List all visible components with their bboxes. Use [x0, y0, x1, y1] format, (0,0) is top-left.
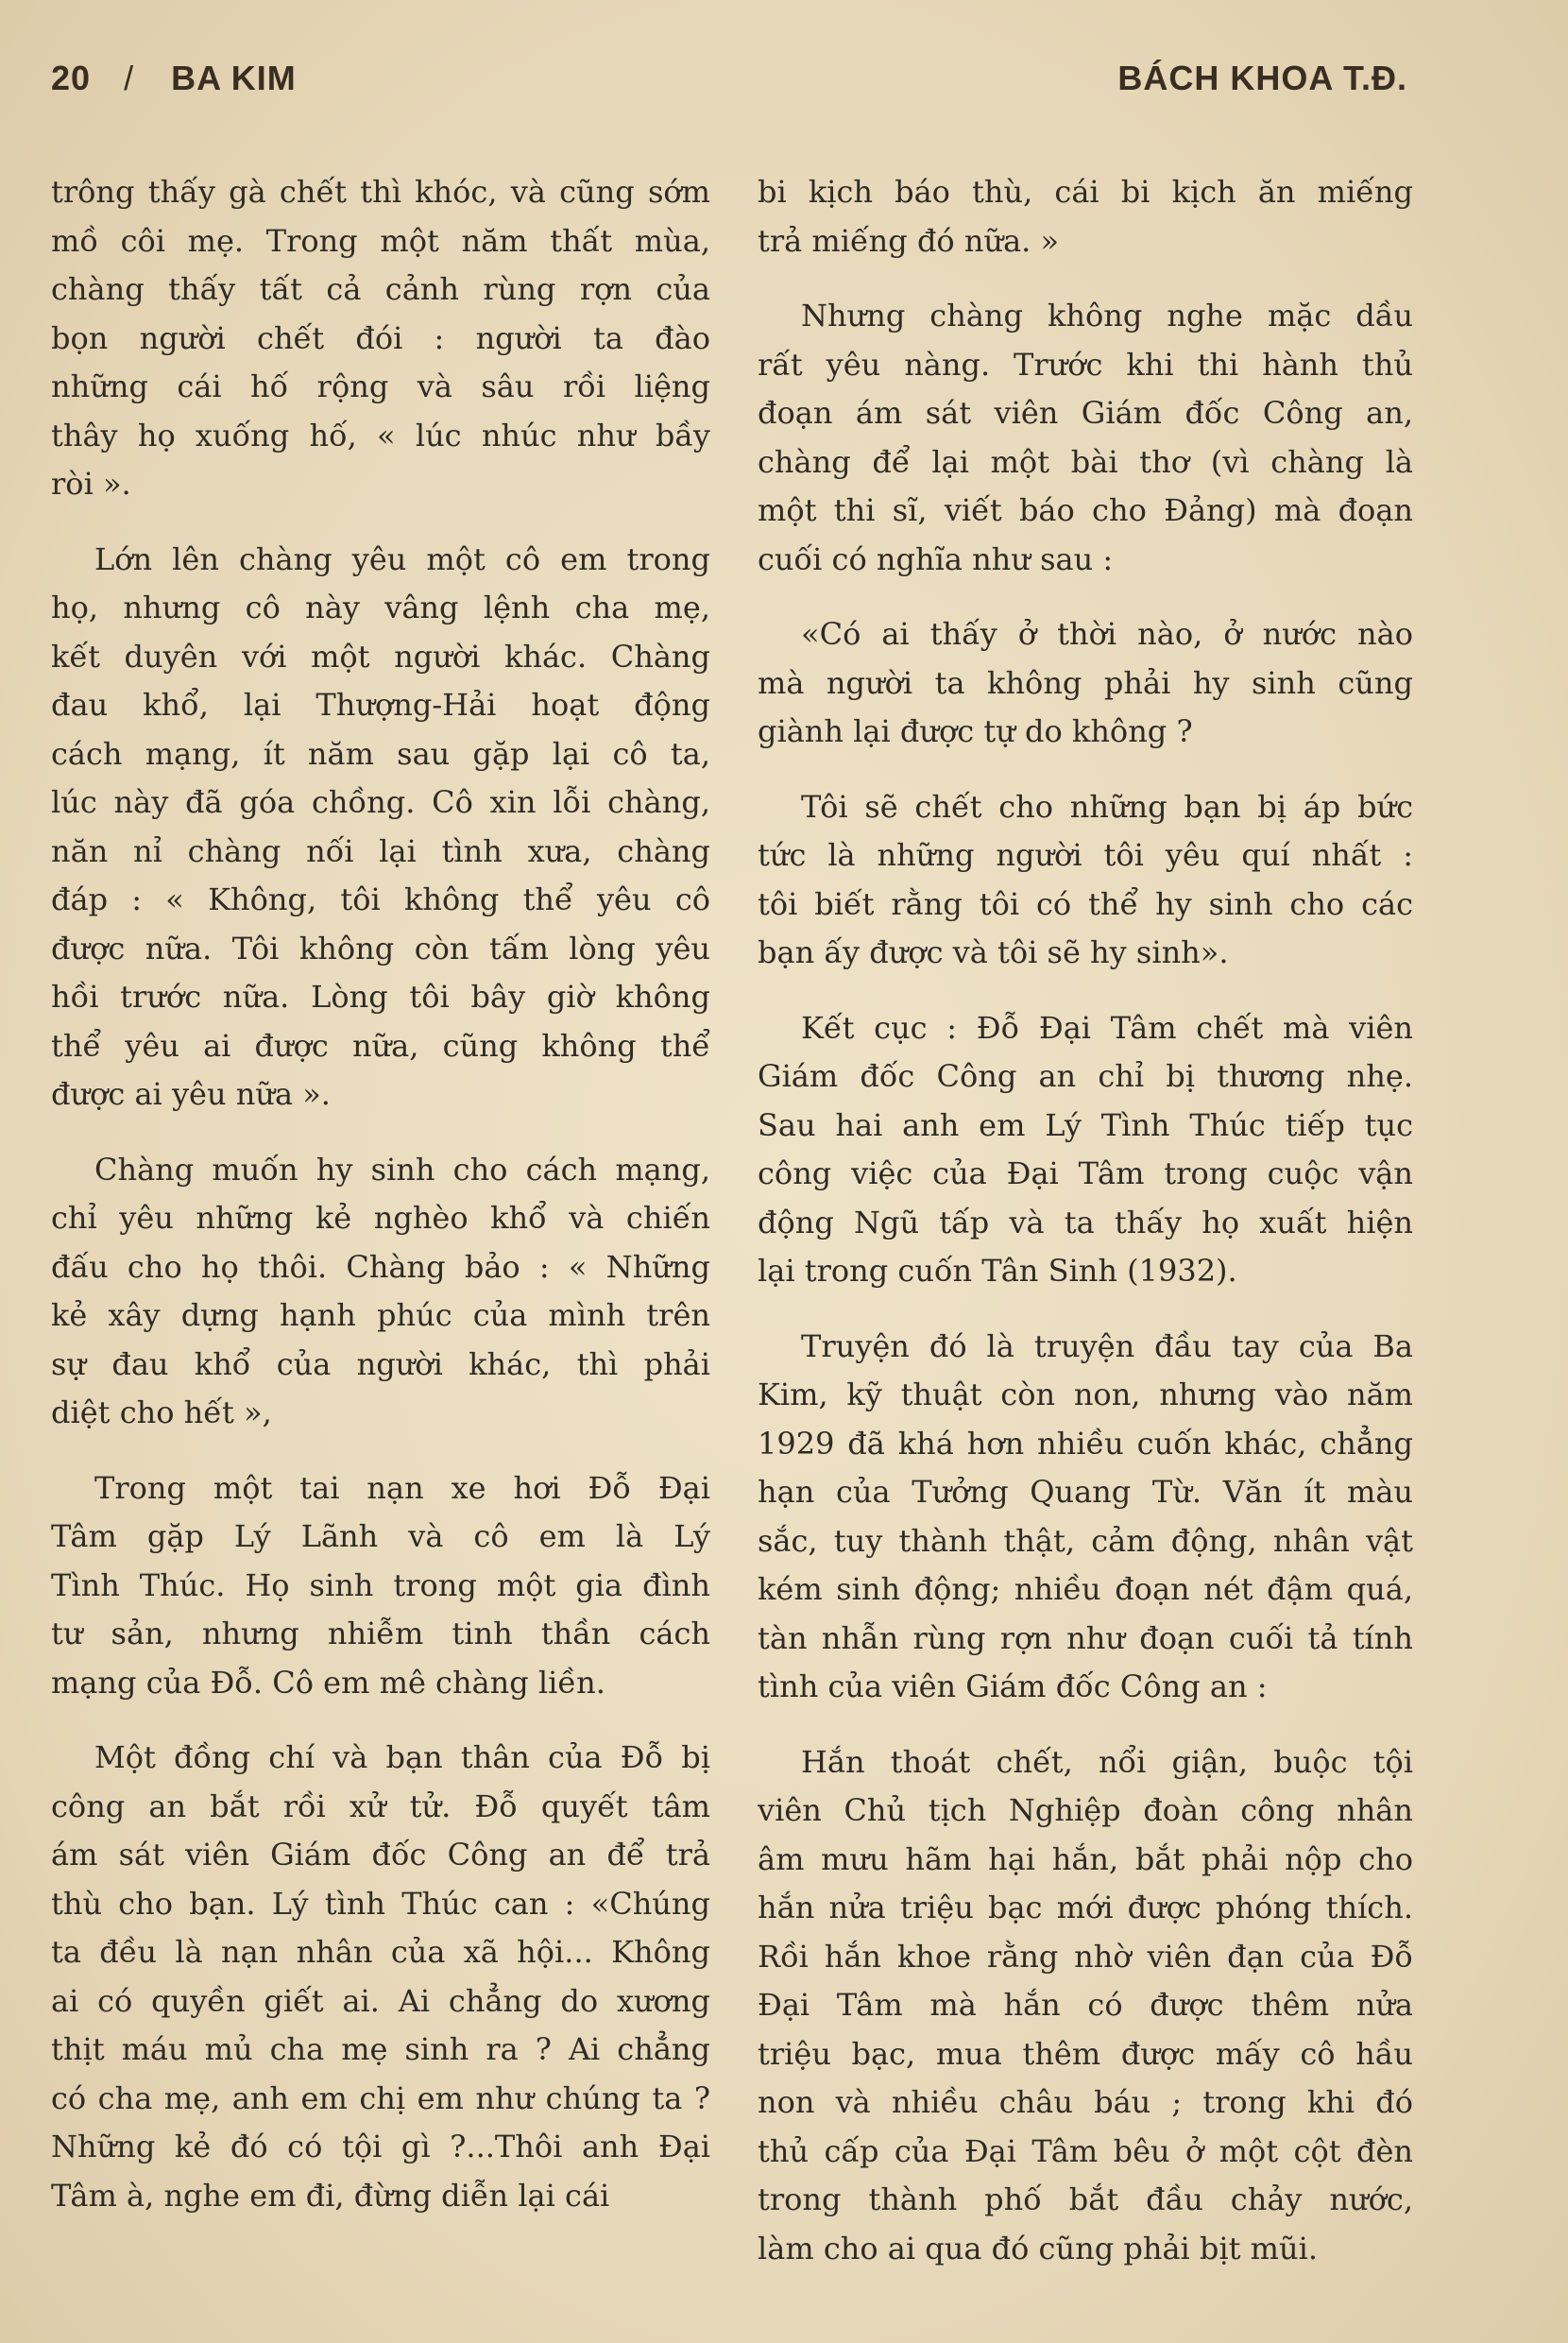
text-line: Hắn thoát chết, nổi giận, buộc tội: [801, 1743, 1413, 1780]
text-line: tức là những người tôi yêu quí nhất :: [758, 837, 1413, 873]
text-line: diệt cho hết »,: [51, 1394, 272, 1430]
text-line: họ, nhưng cô này vâng lệnh cha mẹ,: [51, 590, 710, 625]
text-line: thù cho bạn. Lý tình Thúc can : «Chúng: [51, 1885, 710, 1922]
paragraph: [758, 1738, 1413, 2274]
text-line: ta đều là nạn nhân của xã hội... Không: [51, 1934, 710, 1970]
text-line: đau khổ, lại Thượng-Hải hoạt động: [51, 687, 710, 723]
text-line: trông thấy gà chết thì khóc, và cũng sớm: [51, 174, 710, 210]
text-line: hắn nửa triệu bạc mới được phóng thích.: [758, 1890, 1413, 1925]
text-line: hồi trước nữa. Lòng tôi bây giờ không: [51, 979, 710, 1015]
text-line: kém sinh động; nhiều đoạn nét đậm quá,: [758, 1571, 1413, 1607]
text-line: mà người ta không phải hy sinh cũng: [758, 664, 1413, 701]
text-line: ám sát viên Giám đốc Công an để trả: [51, 1837, 710, 1873]
text-line: sự đau khổ của người khác, thì phải: [51, 1345, 710, 1382]
text-line: 1929 đã khá hơn nhiều cuốn khác, chẳng: [758, 1425, 1413, 1462]
text-line: bi kịch báo thù, cái bi kịch ăn miếng: [758, 174, 1413, 210]
text-line: Trong một tai nạn xe hơi Đỗ Đại: [94, 1469, 710, 1506]
text-line: đoạn ám sát viên Giám đốc Công an,: [758, 395, 1413, 431]
text-line: những cái hố rộng và sâu rồi liệng: [51, 368, 710, 404]
text-line: chàng để lại một bài thơ (vì chàng là: [758, 443, 1413, 480]
text-line: Giám đốc Công an chỉ bị thương nhẹ.: [758, 1058, 1413, 1094]
paragraph: [758, 1004, 1413, 1296]
text-line: sắc, tuy thành thật, cảm động, nhân vật: [758, 1522, 1413, 1559]
text-line: tôi biết rằng tôi có thể hy sinh cho các: [758, 885, 1413, 922]
text-line: Sau hai anh em Lý Tình Thúc tiếp tục: [758, 1106, 1413, 1143]
text-line: được nữa. Tôi không còn tấm lòng yêu: [51, 930, 710, 966]
paragraph: [51, 1146, 710, 1438]
text-line: tàn nhẫn rùng rợn như đoạn cuối tả tính: [758, 1619, 1413, 1656]
paragraph: [51, 1734, 710, 2220]
paragraph: [758, 168, 1413, 265]
paragraph: [758, 1323, 1413, 1712]
text-line: công việc của Đại Tâm trong cuộc vận: [758, 1155, 1413, 1191]
text-line: Tâm gặp Lý Lãnh và cô em là Lý: [51, 1518, 710, 1554]
text-line: Lớn lên chàng yêu một cô em trong: [94, 540, 710, 577]
text-line: Một đồng chí và bạn thân của Đỗ bị: [94, 1739, 710, 1775]
text-line: thịt máu mủ cha mẹ sinh ra ? Ai chẳng: [51, 2031, 710, 2067]
text-line: lúc này đã góa chồng. Cô xin lỗi chàng,: [51, 784, 710, 820]
paragraph: [51, 168, 710, 509]
text-line: Đại Tâm mà hắn có được thêm nửa: [758, 1987, 1413, 2023]
text-line: hạn của Tưởng Quang Từ. Văn ít màu: [758, 1474, 1413, 1510]
paragraph: [51, 1464, 710, 1708]
text-line: bọn người chết đói : người ta đào: [51, 319, 710, 356]
left-column: [51, 168, 710, 2247]
text-line: Kim, kỹ thuật còn non, nhưng vào năm: [758, 1377, 1413, 1412]
right-column: [758, 168, 1413, 2300]
text-line: đấu cho họ thôi. Chàng bảo : « Những: [51, 1248, 710, 1285]
text-line: trong thành phố bắt đầu chảy nước,: [758, 2181, 1413, 2217]
text-line: động Ngũ tấp và ta thấy họ xuất hiện: [758, 1204, 1413, 1240]
text-line: triệu bạc, mua thêm được mấy cô hầu: [758, 2035, 1413, 2072]
text-line: có cha mẹ, anh em chị em như chúng ta ?: [51, 2079, 710, 2116]
text-line: kẻ xây dựng hạnh phúc của mình trên: [51, 1297, 710, 1333]
text-line: chàng thấy tất cả cảnh rùng rợn của: [51, 271, 710, 307]
text-line: tình của viên Giám đốc Công an :: [758, 1668, 1268, 1704]
text-line: viên Chủ tịch Nghiệp đoàn công nhân: [758, 1792, 1413, 1828]
header-left: [51, 59, 297, 98]
text-line: đáp : « Không, tôi không thể yêu cô: [51, 881, 710, 917]
text-line: cuối có nghĩa như sau :: [758, 540, 1114, 577]
text-line: Những kẻ đó có tội gì ?...Thôi anh Đại: [51, 2129, 710, 2164]
text-line: trả miếng đó nữa. »: [758, 222, 1060, 259]
text-line: «Có ai thấy ở thời nào, ở nước nào: [801, 616, 1413, 652]
text-line: giành lại được tự do không ?: [758, 713, 1193, 749]
text-line: bạn ấy được và tôi sẽ hy sinh».: [758, 934, 1229, 970]
text-line: thây họ xuống hố, « lúc nhúc như bầy: [51, 417, 710, 453]
text-line: lại trong cuốn Tân Sinh (1932).: [758, 1253, 1237, 1289]
page-number: 20: [51, 59, 92, 97]
text-line: tư sản, nhưng nhiễm tinh thần cách: [51, 1616, 710, 1651]
text-line: kết duyên với một người khác. Chàng: [51, 638, 710, 675]
paragraph: [51, 536, 710, 1120]
text-line: làm cho ai qua đó cũng phải bịt mũi.: [758, 2230, 1319, 2266]
text-line: Truyện đó là truyện đầu tay của Ba: [801, 1327, 1413, 1364]
paragraph: [758, 610, 1413, 757]
text-line: âm mưu hãm hại hắn, bắt phải nộp cho: [758, 1840, 1413, 1877]
header-separator: /: [124, 59, 135, 97]
text-line: được ai yêu nữa ».: [51, 1076, 331, 1112]
text-line: ròi ».: [51, 466, 131, 502]
paragraph: [758, 292, 1413, 584]
text-line: chỉ yêu những kẻ nghèo khổ và chiến: [51, 1200, 710, 1236]
text-line: non và nhiều châu báu ; trong khi đó: [758, 2084, 1413, 2120]
text-line: Tâm à, nghe em đi, đừng diễn lại cái: [51, 2177, 610, 2214]
text-line: Tình Thúc. Họ sinh trong một gia đình: [51, 1566, 710, 1603]
paragraph: [758, 783, 1413, 978]
text-line: thể yêu ai được nữa, cũng không thể: [51, 1027, 710, 1064]
text-line: thủ cấp của Đại Tâm bêu ở một cột đèn: [758, 2132, 1413, 2169]
text-line: mạng của Đỗ. Cô em mê chàng liền.: [51, 1664, 605, 1701]
text-line: mồ côi mẹ. Trong một năm thất mùa,: [51, 222, 710, 259]
text-line: Rồi hắn khoe rằng nhờ viên đạn của Đỗ: [758, 1938, 1413, 1975]
book-title: BÁCH KHOA T.Đ.: [1117, 59, 1407, 97]
text-line: một thi sĩ, viết báo cho Đảng) mà đoạn: [758, 492, 1413, 528]
text-line: công an bắt rồi xử tử. Đỗ quyết tâm: [51, 1787, 710, 1824]
text-line: Nhưng chàng không nghe mặc dầu: [801, 298, 1413, 333]
author-name: BA KIM: [171, 59, 297, 97]
text-line: Kết cục : Đỗ Đại Tâm chết mà viên: [801, 1009, 1413, 1046]
text-line: Chàng muốn hy sinh cho cách mạng,: [94, 1151, 710, 1188]
text-line: Tôi sẽ chết cho những bạn bị áp bức: [801, 788, 1413, 825]
text-line: cách mạng, ít năm sau gặp lại cô ta,: [51, 735, 710, 772]
text-line: rất yêu nàng. Trước khi thi hành thủ: [758, 346, 1413, 383]
text-line: ai có quyền giết ai. Ai chẳng do xương: [51, 1982, 710, 2019]
page-header: [51, 59, 1407, 115]
text-line: năn nỉ chàng nối lại tình xưa, chàng: [51, 832, 710, 869]
